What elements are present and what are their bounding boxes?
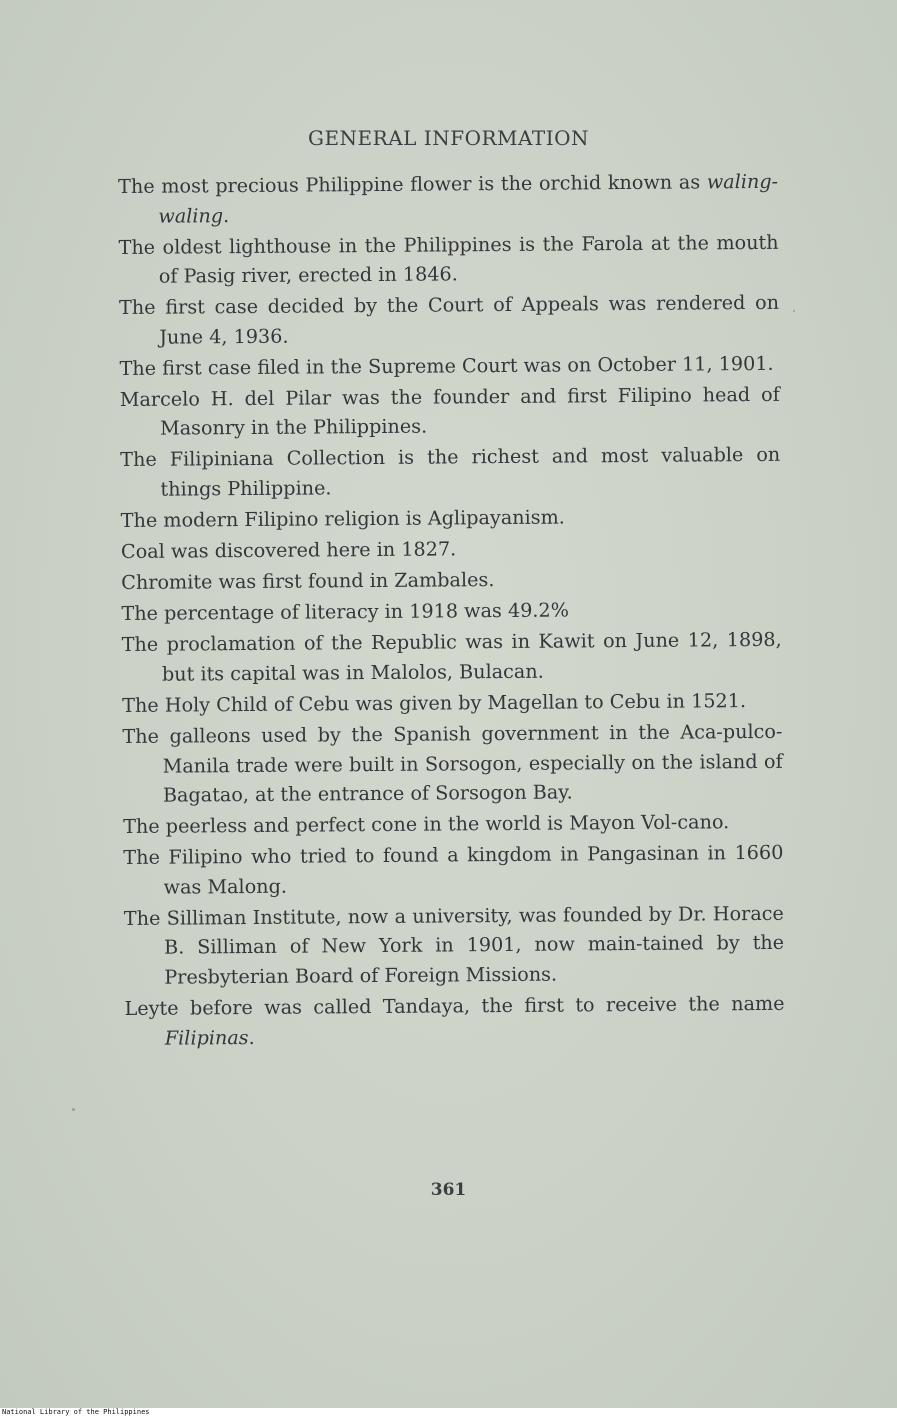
fact-entry [123,807,783,842]
fact-italic-text: Filipinas [164,1025,249,1050]
fact-entry [119,349,779,384]
fact-entry [123,838,783,902]
fact-text: The oldest lighthouse in the Philippines is the Farola at the mouth of Pasig river, erected in 1846. [118,230,779,288]
fact-text: The first case filed in the Supreme Court was on October 11, 1901. [119,351,774,380]
fact-text: The peerless and perfect cone in the world is Mayon Vol-cano. [123,810,730,839]
fact-entry [118,227,778,291]
fact-text: The most precious Philippine flower is the orchid known as [118,170,707,198]
footer-bar [0,1408,897,1418]
fact-text: The Holy Child of Cebu was given by Magellan to Cebu in 1521. [122,689,747,718]
fact-text: The galleons used by the Spanish government in the Aca-pulco-Manila trade were built in Sorsogon, especially on the island of Bagatao, at the entrance of Sorsogon Bay. [122,719,783,807]
fact-italic-text: waling-waling [158,169,779,228]
fact-text: The first case decided by the Court of Appeals was rendered on June 4, 1936. [118,291,780,349]
fact-text: Marcelo H. del Pilar was the founder and first Filipino head of Masonry in the Philippines. [119,382,780,441]
fact-entry [120,380,780,444]
fact-text: Chromite was first found in Zambales. [121,568,495,595]
fact-entry [122,625,782,689]
fact-entry [124,899,785,993]
fact-entry [124,989,784,1053]
footer-credit: National Library of the Philippines [2,1408,150,1416]
fact-entry [120,440,780,504]
fact-entry [121,594,781,629]
fact-text-end: . [248,1025,255,1049]
fact-entry [121,532,781,567]
fact-entry [118,167,778,231]
fact-entry [122,717,783,811]
fact-text: The Silliman Institute, now a university, was founded by Dr. Horace B. Silliman of New York in 1901, now main-tained by the Presbyterian Board of Foreign Missions. [123,901,785,989]
fact-text: The modern Filipino religion is Aglipayanism. [120,505,565,533]
fact-text-end: . [223,203,230,227]
fact-entry [121,563,781,598]
fact-entry [122,686,782,721]
fact-entry [121,501,781,536]
fact-text: The proclamation of the Republic was in Kawit on June 12, 1898, but its capital was in Malolos, Bulacan. [121,628,782,686]
fact-text: Leyte before was called Tandaya, the first to receive the name [124,991,785,1020]
fact-text: Coal was discovered here in 1827. [120,537,457,564]
page-number: 361 [430,1180,467,1200]
paper-speck [793,310,795,312]
fact-text: The percentage of literacy in 1918 was 49.2% [121,598,569,626]
fact-entry [119,288,779,352]
fact-text: The Filipiniana Collection is the richest and most valuable on things Philippine. [120,443,781,501]
page-title: GENERAL INFORMATION [307,126,589,150]
fact-text: The Filipino who tried to found a kingdom in Pangasinan in 1660 was Malong. [123,841,784,899]
paper-speck [72,1108,75,1111]
facts-list [118,167,785,1053]
